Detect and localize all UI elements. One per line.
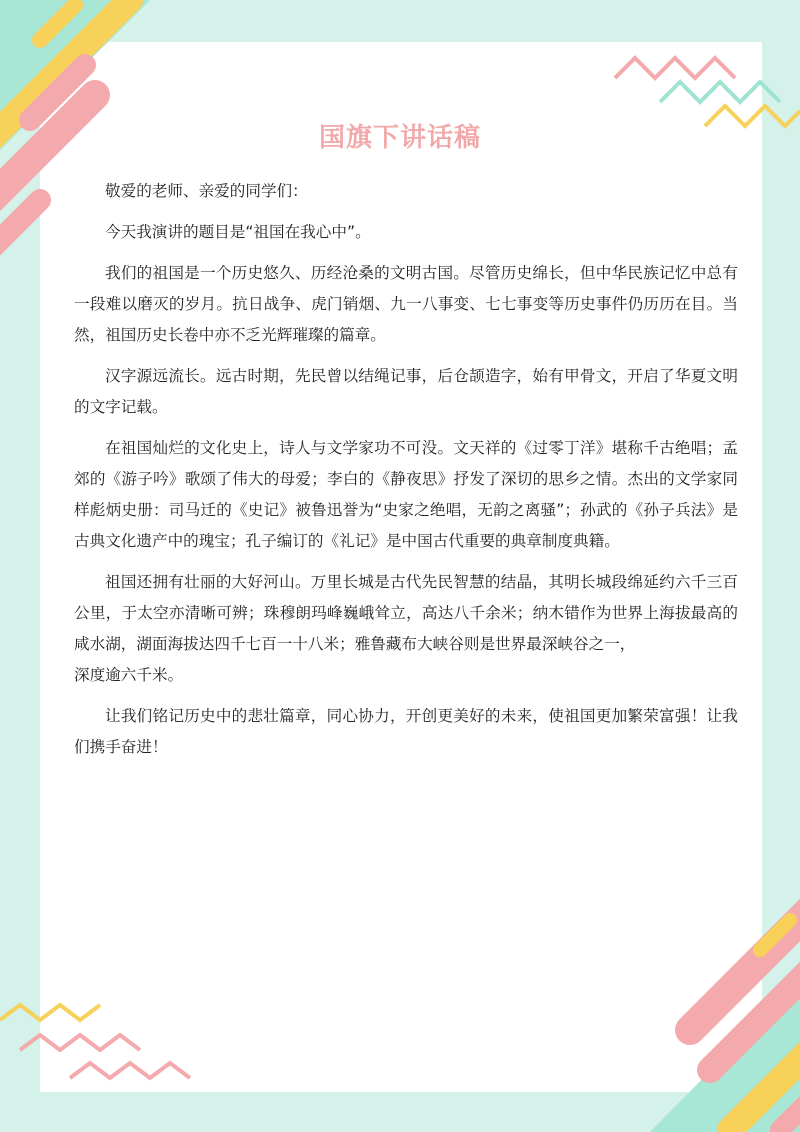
document-title: 国旗下讲话稿 xyxy=(318,123,481,153)
paragraph: 我们的祖国是一个历史悠久、历经沧桑的文明古国。尽管历史绵长，但中华民族记忆中总有一段难以磨灭的岁月。抗日战争、虎门销烟、九一八事变、七七事变等历史事件仍历历在目。当然，祖国历史长卷中亦不乏光辉璀璨的篇章。 xyxy=(74,264,738,344)
paragraph: 敬爱的老师、亲爱的同学们： xyxy=(105,182,308,200)
paragraph: 深度逾六千米。 xyxy=(74,666,184,684)
paragraph: 在祖国灿烂的文化史上，诗人与文学家功不可没。文天祥的《过零丁洋》堪称千古绝唱；孟郊的《游子吟》歌颂了伟大的母爱；李白的《静夜思》抒发了深切的思乡之情。杰出的文学家同样彪炳史册：司马迁的《史记》被鲁迅誉为“史家之绝唱，无韵之离骚”；孙武的《孙子兵法》是古典文化遗产中的瑰宝；孔子编订的《礼记》是中国古代重要的典章制度典籍。 xyxy=(74,439,738,550)
paragraph: 祖国还拥有壮丽的大好河山。万里长城是古代先民智慧的结晶，其明长城段绵延约六千三百公里，于太空亦清晰可辨；珠穆朗玛峰巍峨耸立，高达八千余米；纳木错作为世界上海拔最高的咸水湖，湖面海拔达四千七百一十八米；雅鲁藏布大峡谷则是世界最深峡谷之一， xyxy=(74,573,738,653)
document-body xyxy=(74,176,738,773)
paragraph: 今天我演讲的题目是“祖国在我心中”。 xyxy=(105,223,371,241)
paragraph: 汉字源远流长。远古时期，先民曾以结绳记事，后仓颉造字，始有甲骨文，开启了华夏文明的文字记载。 xyxy=(74,367,738,416)
paragraph: 让我们铭记历史中的悲壮篇章，同心协力，开创更美好的未来，使祖国更加繁荣富强！让我们携手奋进！ xyxy=(74,707,738,756)
